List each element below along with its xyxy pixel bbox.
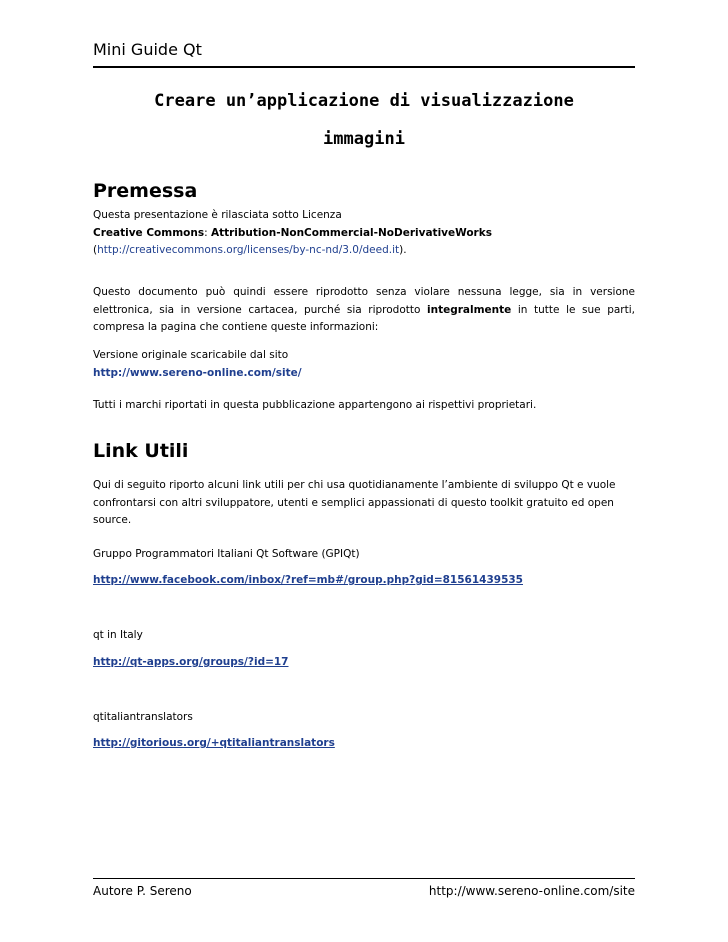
paren-close: ).	[399, 244, 407, 256]
para2-bold: integralmente	[427, 303, 512, 316]
license-name	[93, 225, 635, 243]
document-title	[93, 82, 635, 158]
license-block	[93, 207, 635, 260]
license-url-link[interactable]: http://creativecommons.org/licenses/by-nc-nd/3.0/deed.it	[97, 244, 400, 256]
reproduction-paragraph	[93, 284, 635, 337]
link-item-url[interactable]: http://www.facebook.com/inbox/?ref=mb#/group.php?gid=81561439535	[93, 574, 523, 586]
license-sep: :	[204, 226, 211, 239]
license-name-part1: Creative Commons	[93, 226, 205, 239]
title-line-2: immagini	[323, 129, 405, 149]
footer-url[interactable]: http://www.sereno-online.com/site	[428, 884, 635, 898]
link-item-label: Gruppo Programmatori Italiani Qt Software (GPIQt)	[93, 548, 360, 560]
trademarks-text: Tutti i marchi riportati in questa pubblicazione appartengono ai rispettivi proprietari.	[93, 399, 537, 411]
link-item-label: qtitaliantranslators	[93, 711, 193, 723]
title-line-1: Creare un’applicazione di visualizzazione	[154, 91, 574, 111]
license-name-part2: Attribution-NonCommercial-NoDerivativeWorks	[210, 226, 492, 239]
link-item-label: qt in Italy	[93, 629, 143, 641]
license-url-line	[93, 242, 635, 260]
link-item-url[interactable]: http://qt-apps.org/groups/?id=17	[93, 656, 289, 668]
link-utili-intro: Qui di seguito riporto alcuni link utili per chi usa quotidianamente l’ambiente di sviluppo Qt e vuole confrontarsi con altri sviluppatore, utenti e semplici appassionati di questo toolkit gratuito ed open source.	[93, 479, 616, 526]
original-version-label: Versione originale scaricabile dal sito	[93, 349, 289, 361]
heading-link-utili: Link Utili	[93, 440, 189, 462]
footer-rule	[93, 878, 635, 879]
link-item-url[interactable]: http://gitorious.org/+qtitaliantranslators	[93, 737, 335, 749]
footer-author: Autore P. Sereno	[93, 884, 192, 898]
para2-after: in tutte le sue parti, compresa la pagina che contiene queste informazioni:	[93, 303, 635, 333]
heading-premessa: Premessa	[93, 180, 198, 202]
para2-before: Questo documento può quindi essere riprodotto senza violare nessuna legge, sia in versione elettronica, sia in versione cartacea, purché sia riprodotto	[93, 286, 635, 316]
running-header: Mini Guide Qt	[93, 40, 202, 59]
header-rule	[93, 66, 635, 68]
original-version-block	[93, 347, 635, 382]
paren-open: (	[93, 244, 98, 256]
license-intro: Questa presentazione è rilasciata sotto Licenza	[93, 209, 342, 221]
original-version-link[interactable]: http://www.sereno-online.com/site/	[93, 366, 302, 379]
